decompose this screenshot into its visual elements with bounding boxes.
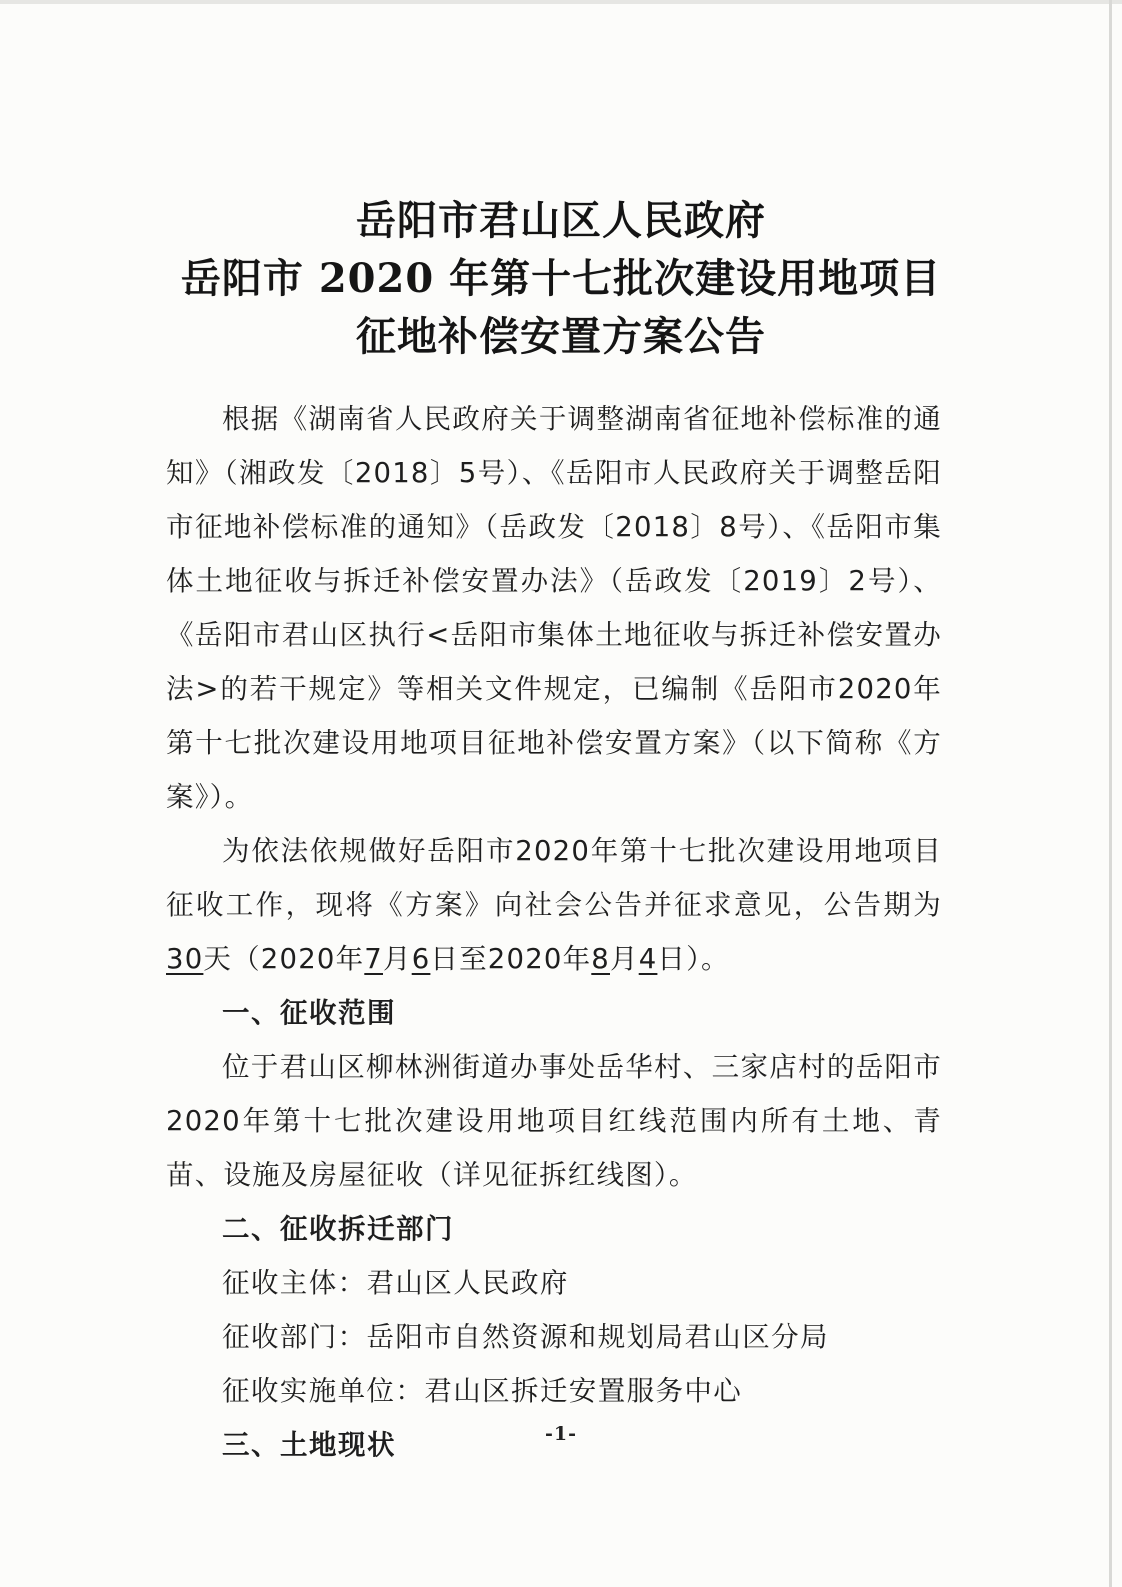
notice-end-month: 8 bbox=[591, 943, 610, 975]
section-1-heading: 一、征收范围 bbox=[222, 997, 396, 1029]
notice-start-month: 7 bbox=[364, 943, 383, 975]
section-1-content: 位于君山区柳林洲街道办事处岳华村、三家店村的岳阳市2020年第十七批次建设用地项目红线范围内所有土地、青苗、设施及房屋征收（详见征拆红线图）。 bbox=[166, 1051, 942, 1191]
document-title bbox=[0, 192, 1122, 366]
scan-edge-top bbox=[0, 0, 1122, 4]
title-line-1: 岳阳市君山区人民政府 bbox=[356, 197, 766, 244]
notice-to-text: 日至2020年 bbox=[430, 943, 592, 975]
document-body bbox=[166, 392, 942, 1472]
notice-paragraph bbox=[166, 824, 942, 986]
notice-days: 30 bbox=[166, 943, 204, 975]
notice-text-after-days: 天（2020年 bbox=[203, 943, 365, 975]
section-2-subject: 征收主体：君山区人民政府 bbox=[222, 1267, 569, 1299]
section-2-department: 征收部门：岳阳市自然资源和规划局君山区分局 bbox=[222, 1321, 829, 1353]
title-line-3: 征地补偿安置方案公告 bbox=[356, 313, 766, 360]
notice-end-day: 4 bbox=[638, 943, 658, 975]
notice-closing: 日）。 bbox=[657, 943, 730, 975]
section-3-heading: 三、土地现状 bbox=[222, 1429, 396, 1461]
notice-month-char-1: 月 bbox=[383, 943, 412, 975]
section-2-heading: 二、征收拆迁部门 bbox=[222, 1213, 454, 1245]
notice-text-before-days: 为依法依规做好岳阳市2020年第十七批次建设用地项目征收工作，现将《方案》向社会公告并征求意见，公告期为 bbox=[166, 835, 942, 921]
notice-month-char-2: 月 bbox=[610, 943, 639, 975]
notice-start-day: 6 bbox=[411, 943, 431, 975]
page-number: -1- bbox=[545, 1423, 577, 1445]
intro-paragraph: 根据《湖南省人民政府关于调整湖南省征地补偿标准的通知》（湘政发〔2018〕5号）、《岳阳市人民政府关于调整岳阳市征地补偿标准的通知》（岳政发〔2018〕8号）、《岳阳市集体土地征收与拆迁补偿安置办法》（岳政发〔2019〕2号）、《岳阳市君山区执行<岳阳市集体土地征收与拆迁补偿安置办法>的若干规定》等相关文件规定，已编制《岳阳市2020年第十七批次建设用地项目征地补偿安置方案》（以下简称《方案》）。 bbox=[166, 403, 942, 813]
title-line-2: 岳阳市 2020 年第十七批次建设用地项目 bbox=[180, 255, 942, 302]
section-2-implementer: 征收实施单位：君山区拆迁安置服务中心 bbox=[222, 1375, 743, 1407]
